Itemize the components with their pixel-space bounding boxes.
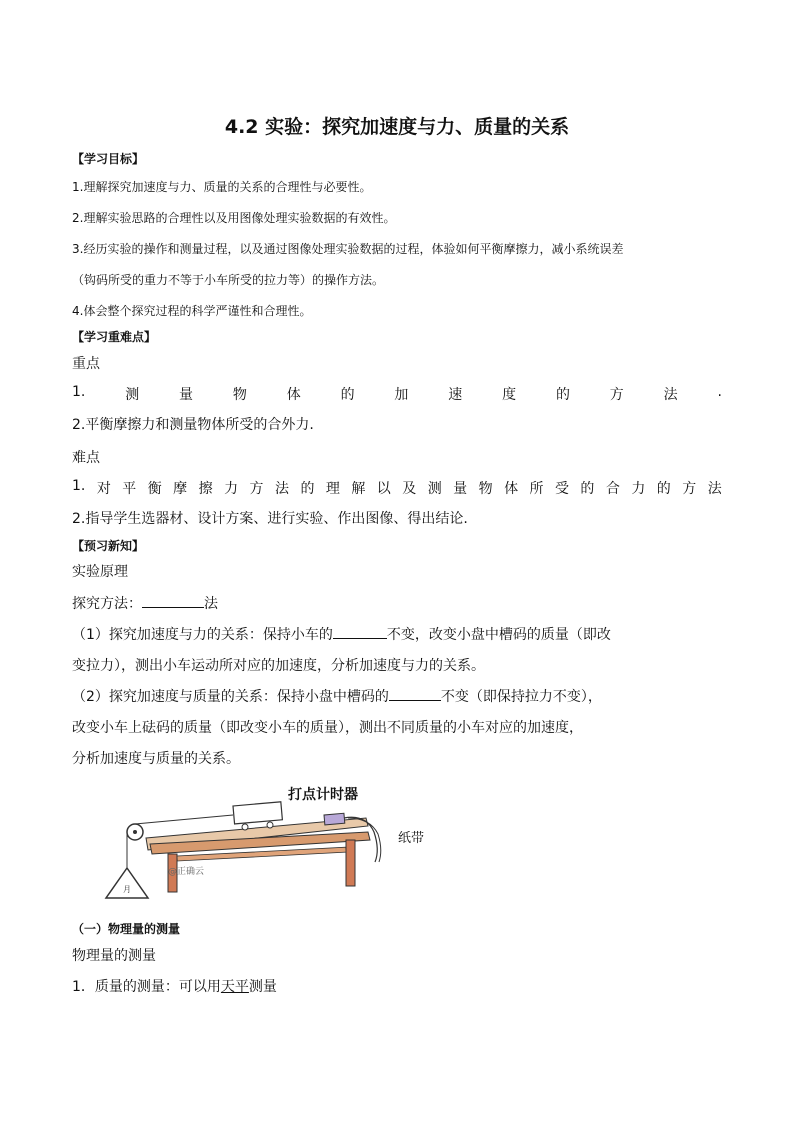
section1-heading: （一）物理量的测量 xyxy=(72,922,181,936)
objective-item-3: 3.经历实验的操作和测量过程，以及通过图像处理实验数据的过程，体验如何平衡摩擦力，减小系统误差 xyxy=(72,242,624,256)
timer-label: 打点计时器 xyxy=(288,787,358,803)
cart-wheel-front xyxy=(242,824,248,830)
cart xyxy=(233,802,282,824)
focus-item-2: 2.平衡摩擦力和测量物体所受的合外力. xyxy=(72,417,314,433)
item2-line2: 改变小车上砝码的质量（即改变小车的质量），测出不同质量的小车对应的加速度， xyxy=(72,720,583,736)
objective-item-1: 1.理解探究加速度与力、质量的关系的合理性与必要性。 xyxy=(72,180,372,194)
method-blank[interactable] xyxy=(142,594,204,608)
principle-label: 实验原理 xyxy=(72,564,128,580)
item2-blank[interactable] xyxy=(389,687,441,701)
item2-line1: （2）探究加速度与质量的关系：保持小盘中槽码的 不变（即保持拉力不变）， xyxy=(72,689,602,705)
objectives-heading: 【学习目标】 xyxy=(72,152,145,166)
focus-item-1: 1. 测 量 物 体 的 加 速 度 的 方 法 . xyxy=(72,384,722,403)
tape-label: 纸带 xyxy=(398,831,425,846)
watermark: @正确云 xyxy=(168,867,205,877)
mass-measurement-line: 1．质量的测量：可以用天平测量 xyxy=(72,979,277,995)
difficulty-label: 难点 xyxy=(72,450,100,466)
string-horizontal xyxy=(135,815,233,824)
item1-line1: （1）探究加速度与力的关系：保持小车的 不变，改变小盘中槽码的质量（即改 xyxy=(72,627,611,643)
timer-device xyxy=(324,813,345,825)
cart-wheel-back xyxy=(267,822,273,828)
focus-label: 重点 xyxy=(72,356,100,372)
pan-label: 月 xyxy=(123,885,131,894)
difficulty-item-2: 2.指导学生选器材、设计方案、进行实验、作出图像、得出结论. xyxy=(72,511,468,527)
objective-item-2: 2.理解实验思路的合理性以及用图像处理实验数据的有效性。 xyxy=(72,211,396,225)
method-line: 探究方法： 法 xyxy=(72,596,218,612)
item1-line2: 变拉力），测出小车运动所对应的加速度，分析加速度与力的关系。 xyxy=(72,658,485,674)
key-points-heading: 【学习重难点】 xyxy=(72,330,157,344)
page-title: 4.2 实验：探究加速度与力、质量的关系 xyxy=(224,116,570,138)
item1-blank[interactable] xyxy=(333,625,387,639)
item2-line3: 分析加速度与质量的关系。 xyxy=(72,751,240,767)
experiment-apparatus-figure xyxy=(98,780,428,908)
section1-subheading: 物理量的测量 xyxy=(72,948,156,964)
objective-item-4: 4.体会整个探究过程的科学严谨性和合理性。 xyxy=(72,304,312,318)
objective-item-3-continued: （钩码所受的重力不等于小车所受的拉力等）的操作方法。 xyxy=(72,273,385,287)
table-leg-right xyxy=(346,840,355,886)
mass-tool: 天平 xyxy=(220,979,249,995)
difficulty-item-1: 1. 对 平 衡 摩 擦 力 方 法 的 理 解 以 及 测 量 物 体 所 受 的 合 力 的 方 法 xyxy=(72,478,722,497)
preview-heading: 【预习新知】 xyxy=(72,539,145,553)
